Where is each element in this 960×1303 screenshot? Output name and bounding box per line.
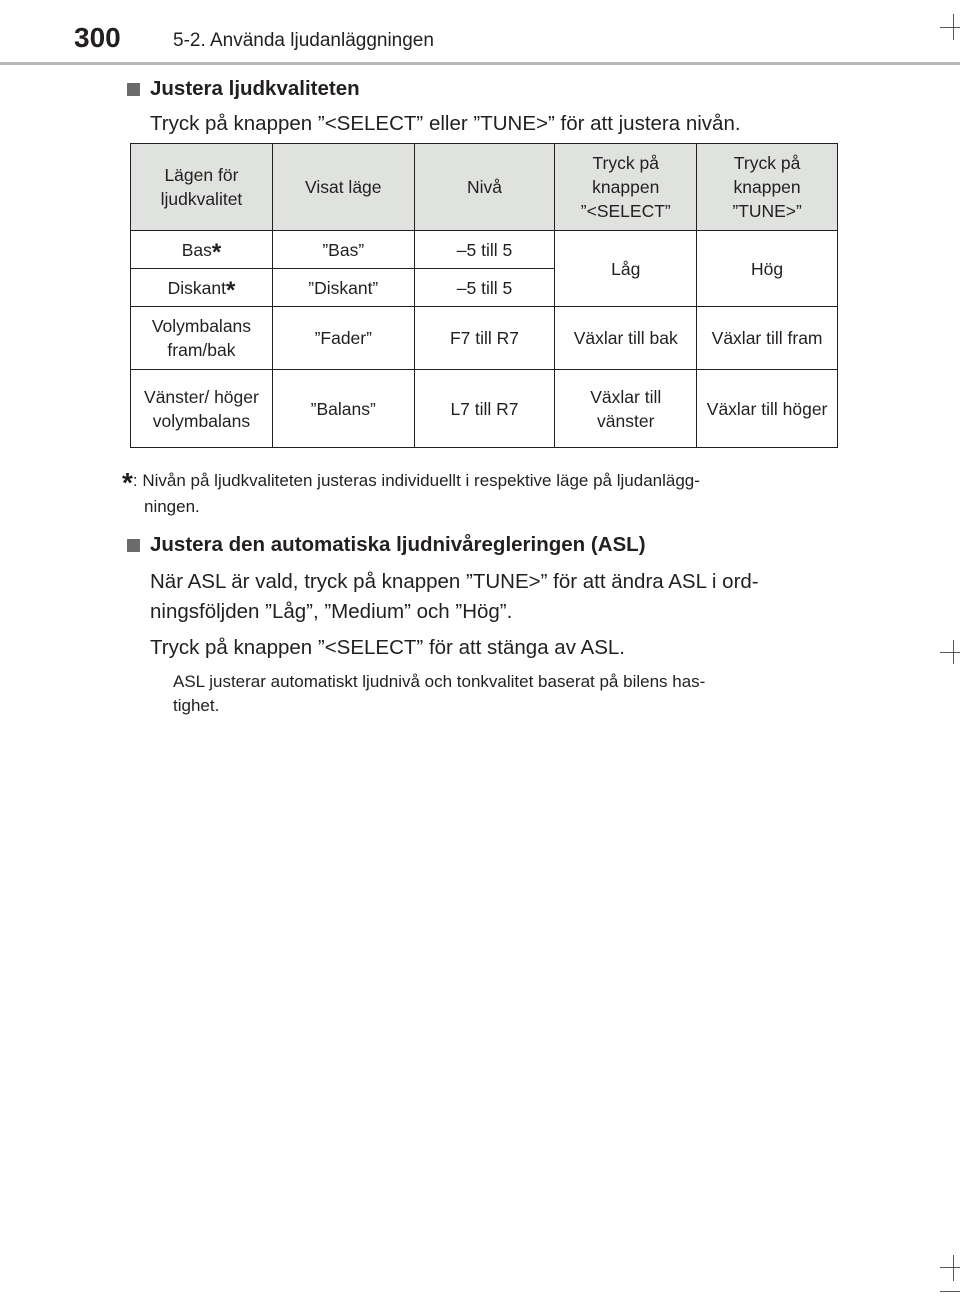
asterisk-marker: *: [225, 276, 236, 304]
header-cell: Lägen för ljudkvalitet: [131, 144, 273, 231]
mode-label: Diskant: [167, 277, 226, 298]
table-cell: ”Fader”: [272, 307, 414, 370]
footnote-text-line1: : Nivån på ljudkvaliteten justeras individuellt i respektive läge på ljudanlägg-: [132, 471, 700, 490]
table-cell: F7 till R7: [414, 307, 555, 370]
table-cell: Växlar till höger: [697, 370, 838, 448]
asl-paragraph-1: [150, 567, 759, 627]
table-row: [131, 370, 838, 448]
table-cell: ”Bas”: [272, 231, 414, 269]
square-bullet-icon: [127, 539, 140, 552]
table-cell: Volymbalans fram/bak: [131, 307, 273, 370]
table-cell: Vänster/ höger volymbalans: [131, 370, 273, 448]
table-cell: –5 till 5: [414, 269, 555, 307]
table-cell: Växlar till fram: [697, 307, 838, 370]
header-cell: Nivå: [414, 144, 555, 231]
header-rule: [0, 62, 960, 65]
mode-label: Bas: [181, 239, 212, 260]
asl-paragraph-2: Tryck på knappen ”<SELECT” för att stänga av ASL.: [150, 636, 625, 659]
square-bullet-icon: [127, 83, 140, 96]
page-number: 300: [74, 22, 121, 53]
asl-note-line1: ASL justerar automatiskt ljudnivå och tonkvalitet baserat på bilens has-: [173, 672, 706, 691]
asl-paragraph-1-line2: ningsföljden ”Låg”, ”Medium” och ”Hög”.: [150, 600, 513, 623]
sound-quality-table: [130, 143, 838, 448]
instruction-text: Tryck på knappen ”<SELECT” eller ”TUNE>” för att justera nivån.: [150, 112, 741, 135]
header-cell: Tryck på knappen ”<SELECT”: [555, 144, 697, 231]
table-cell: Växlar till vänster: [555, 370, 697, 448]
table-cell: –5 till 5: [414, 231, 555, 269]
table-cell: Växlar till bak: [555, 307, 697, 370]
footnote-text-line2: ningen.: [144, 497, 200, 516]
asl-paragraph-1-line1: När ASL är vald, tryck på knappen ”TUNE>” för att ändra ASL i ord-: [150, 570, 759, 593]
table-footnote: [122, 469, 832, 519]
header-cell: Visat läge: [272, 144, 414, 231]
table-cell: ”Balans”: [272, 370, 414, 448]
asterisk-marker: *: [211, 238, 222, 266]
table-row: [131, 307, 838, 370]
table-cell-merged: Låg: [555, 231, 697, 307]
section-heading-text: Justera ljudkvaliteten: [150, 77, 360, 100]
table-cell: [131, 269, 273, 307]
header-cell: Tryck på knappen ”TUNE>”: [697, 144, 838, 231]
section-heading-text: Justera den automatiska ljudnivåregleringen (ASL): [150, 533, 646, 556]
asl-note: [173, 670, 828, 718]
table-cell: ”Diskant”: [272, 269, 414, 307]
table-header-row: [131, 144, 838, 231]
asl-note-line2: tighet.: [173, 696, 220, 715]
section-heading-sound-quality: [127, 77, 360, 101]
table-cell: L7 till R7: [414, 370, 555, 448]
footnote-asterisk: *: [122, 467, 133, 498]
section-heading-asl: [127, 533, 646, 557]
table-row: [131, 231, 838, 269]
table-cell-merged: Hög: [697, 231, 838, 307]
chapter-title: 5-2. Använda ljudanläggningen: [173, 30, 434, 51]
table-cell: [131, 231, 273, 269]
